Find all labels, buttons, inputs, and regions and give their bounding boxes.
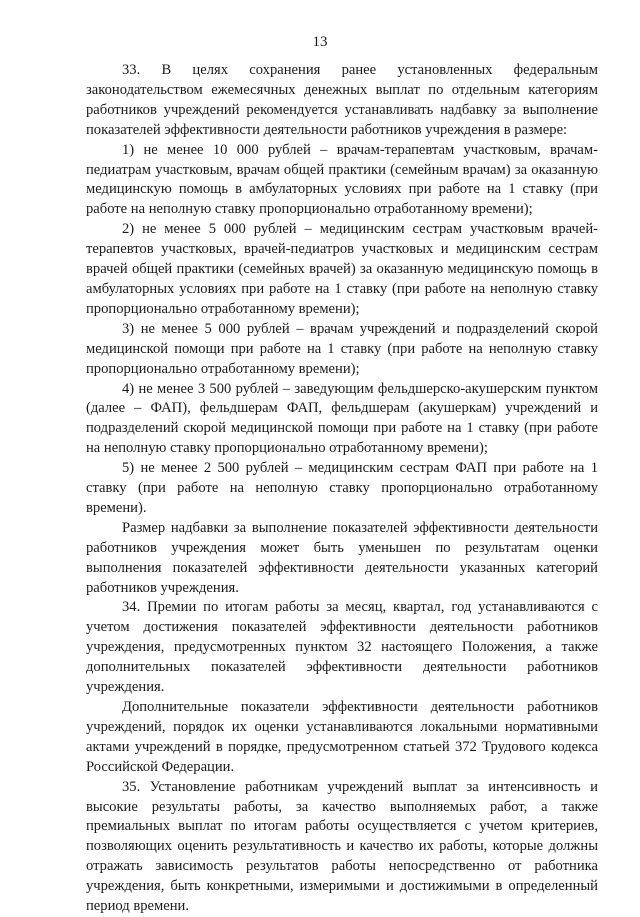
paragraph-bonus-reduction: Размер надбавки за выполнение показателей эффективности деятельности работников учреждения может быть уменьшен по результатам оценки выполнения показателей эффективности деятельности указанных категорий работников учреждения.	[86, 519, 598, 596]
paragraph-34: 34. Премии по итогам работы за месяц, квартал, год устанавливаются с учетом достижения показателей эффективности деятельности работников учреждения, предусмотренных пунктом 32 настоящего Положения, а также дополнительных показателей эффективности деятельности работников учреждения.	[86, 599, 598, 696]
list-item-2: 2) не менее 5 000 рублей – медицинским сестрам участковым врачей-терапевтов участковых, врачей-педиатров участковых и медицинским сестрам врачей общей практики (семейных врачей) за оказанную медицинскую помощь в амбулаторных условиях при работе на 1 ставку (при работе на неполную ставку пропорционально отработанному времени);	[86, 221, 598, 317]
list-item-4: 4) не менее 3 500 рублей – заведующим фельдшерско-акушерским пунктом (далее – ФАП), фельдшерам ФАП, фельдшерам (акушеркам) учреждений и подразделений скорой медицинской помощи при работе на 1 ставку (при работе на неполную ставку пропорционально отработанному времени);	[86, 380, 598, 457]
list-item-1: 1) не менее 10 000 рублей – врачам-терапевтам участковым, врачам-педиатрам участковым, врачам общей практики (семейным врачам) за оказанную медицинскую помощь в амбулаторных условиях при работе на 1 ставку (при работе на неполную ставку пропорционально отработанному времени);	[86, 141, 598, 218]
paragraph-additional-indicators: Дополнительные показатели эффективности деятельности работников учреждений, порядок их оценки устанавливаются локальными нормативными актами учреждений в порядке, предусмотренном статьей 372 Трудового кодекса Российской Федерации.	[86, 699, 598, 775]
page-number: 13	[312, 34, 328, 50]
list-item-3: 3) не менее 5 000 рублей – врачам учреждений и подразделений скорой медицинской помощи при работе на 1 ставку (при работе на неполную ставку пропорционально отработанному времени);	[86, 320, 598, 377]
document-body	[86, 61, 598, 917]
list-item-5: 5) не менее 2 500 рублей – медицинским сестрам ФАП при работе на 1 ставку (при работе на неполную ставку пропорционально отработанному времени).	[86, 460, 598, 516]
paragraph-33-intro: 33. В целях сохранения ранее установленных федеральным законодательством ежемесячных денежных выплат по отдельным категориям работников учреждений рекомендуется устанавливать надбавку за выполнение показателей эффективности деятельности работников учреждения в размере:	[86, 62, 598, 138]
paragraph-35: 35. Установление работникам учреждений выплат за интенсивность и высокие результаты работы, за качество выполняемых работ, а также премиальных выплат по итогам работы осуществляется с учетом критериев, позволяющих оценить результативность и качество их работы, которые должны отражать зависимость результатов работы непосредственно от работника учреждения, быть конкретными, измеримыми и достижимыми в определенный период времени.	[86, 778, 598, 915]
